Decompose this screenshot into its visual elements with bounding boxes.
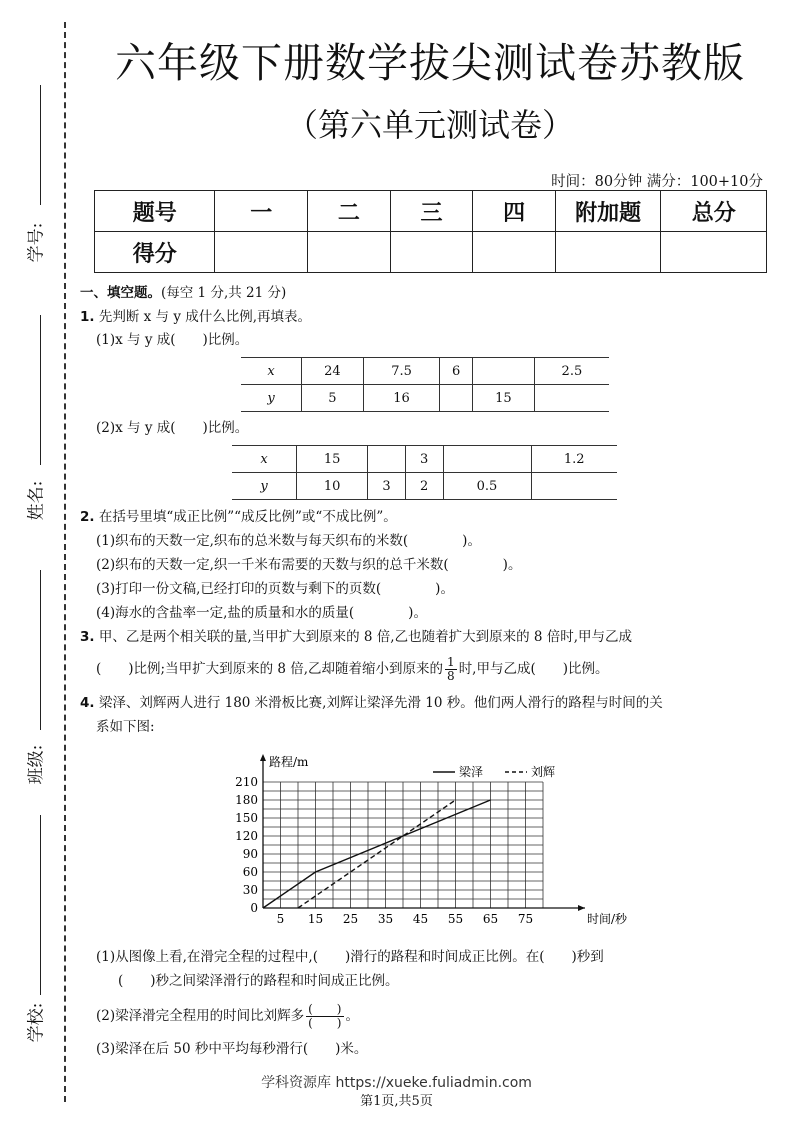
q2-item: (4)海水的含盐率一定,盐的质量和水的质量( )。 bbox=[96, 605, 427, 621]
table-cell[interactable] bbox=[534, 385, 609, 412]
student-no-label: 学号: bbox=[26, 222, 47, 263]
chart-grid bbox=[263, 782, 543, 908]
distance-time-chart bbox=[228, 748, 648, 933]
q4-sub2b: 。 bbox=[345, 1008, 359, 1025]
score-header-row bbox=[95, 191, 767, 232]
frac-den: 8 bbox=[447, 669, 455, 684]
q4-sub2 bbox=[96, 1003, 359, 1030]
q2-num: 2. bbox=[80, 509, 95, 525]
table-cell[interactable] bbox=[531, 473, 617, 500]
frac-num: 1 bbox=[447, 655, 455, 669]
one-eighth-fraction bbox=[445, 656, 457, 683]
footer-site: 学科资源库 https://xueke.fuliadmin.com bbox=[261, 1075, 532, 1091]
y-tick-label: 90 bbox=[242, 847, 258, 861]
q3-line2 bbox=[96, 656, 609, 683]
table-cell: 2 bbox=[405, 473, 443, 500]
q2-stem: 在括号里填“成正比例”“成反比例”或“不成比例”。 bbox=[98, 509, 397, 525]
table-cell: 10 bbox=[297, 473, 368, 500]
exam-meta: 时间：80分钟 满分：100+10分 bbox=[551, 174, 763, 190]
chart-labels bbox=[235, 755, 628, 926]
q3-line1 bbox=[80, 631, 632, 645]
x-tick-label: 15 bbox=[307, 912, 324, 926]
q1-text bbox=[80, 311, 311, 325]
score-cell[interactable] bbox=[555, 232, 661, 273]
x-tick-label: 55 bbox=[447, 912, 464, 926]
legend-entry: 梁泽 bbox=[459, 765, 484, 779]
q4-sub2a: (2)梁泽滑完全程用的时间比刘辉多 bbox=[96, 1008, 305, 1025]
score-header-cell: 三 bbox=[390, 191, 473, 232]
table-cell: 6 bbox=[440, 358, 473, 385]
y-tick-label: 150 bbox=[235, 811, 258, 825]
table-row bbox=[232, 446, 617, 473]
y-tick-label: 180 bbox=[235, 793, 258, 807]
table-cell: 1.2 bbox=[531, 446, 617, 473]
table-cell: y bbox=[232, 473, 297, 500]
answer-fraction[interactable] bbox=[306, 1003, 343, 1030]
q2-item: (1)织布的天数一定,织布的总米数与每天织布的米数( )。 bbox=[96, 533, 481, 549]
q1-num: 1. bbox=[80, 309, 95, 325]
y-tick-label: 210 bbox=[235, 775, 258, 789]
y-axis-arrow bbox=[260, 754, 266, 761]
q3-line2a: ( )比例;当甲扩大到原来的 8 倍,乙却随着缩小到原来的 bbox=[96, 661, 444, 678]
x-tick-label: 25 bbox=[342, 912, 359, 926]
q2-item: (3)打印一份文稿,已经打印的页数与剩下的页数( )。 bbox=[96, 581, 454, 597]
section-heading bbox=[80, 287, 286, 301]
table-cell: 2.5 bbox=[534, 358, 609, 385]
q1-stem: 先判断 x 与 y 成什么比例,再填表。 bbox=[98, 309, 312, 325]
y-tick-label: 0 bbox=[250, 901, 258, 915]
score-header-cell: 二 bbox=[308, 191, 391, 232]
class-rule bbox=[40, 570, 41, 730]
table-cell: y bbox=[241, 385, 302, 412]
score-header-cell: 题号 bbox=[95, 191, 215, 232]
table-cell: 15 bbox=[472, 385, 534, 412]
table-cell: 3 bbox=[405, 446, 443, 473]
table-cell: 24 bbox=[302, 358, 364, 385]
q4-line1 bbox=[80, 697, 663, 711]
name-label: 姓名: bbox=[26, 480, 47, 521]
q3-line2b: 时,甲与乙成( )比例。 bbox=[458, 661, 609, 678]
table-cell: 5 bbox=[302, 385, 364, 412]
student-no-rule bbox=[40, 85, 41, 205]
q4-sub3: (3)梁泽在后 50 秒中平均每秒滑行( )米。 bbox=[96, 1041, 368, 1057]
x-tick-label: 75 bbox=[517, 912, 534, 926]
q4-line1-text: 梁泽、刘辉两人进行 180 米滑板比赛,刘辉让梁泽先滑 10 秒。他们两人滑行的路程与时间的关 bbox=[98, 695, 663, 711]
score-cell[interactable] bbox=[473, 232, 556, 273]
x-tick-label: 35 bbox=[377, 912, 394, 926]
section-note: (每空 1 分,共 21 分) bbox=[161, 285, 287, 301]
y-tick-label: 120 bbox=[235, 829, 258, 843]
score-header-cell: 总分 bbox=[661, 191, 767, 232]
page-subtitle: （第六单元测试卷） bbox=[285, 106, 574, 144]
score-row-label: 得分 bbox=[95, 232, 215, 273]
q4-sub1b: ( )秒之间梁泽滑行的路程和时间成正比例。 bbox=[118, 973, 399, 989]
legend-entry: 刘辉 bbox=[531, 765, 556, 779]
table-cell[interactable] bbox=[443, 446, 531, 473]
score-table bbox=[94, 190, 767, 273]
score-cell[interactable] bbox=[661, 232, 767, 273]
table-cell[interactable] bbox=[472, 358, 534, 385]
x-axis-arrow bbox=[578, 905, 585, 911]
table-cell: x bbox=[241, 358, 302, 385]
q4-line2: 系如下图: bbox=[96, 719, 155, 735]
class-label: 班级: bbox=[26, 744, 47, 785]
table-cell: 16 bbox=[363, 385, 439, 412]
page-title: 六年级下册数学拔尖测试卷苏教版 bbox=[115, 39, 745, 87]
score-header-cell: 一 bbox=[215, 191, 308, 232]
table-row bbox=[232, 473, 617, 500]
school-label: 学校: bbox=[26, 1002, 47, 1043]
q2-text bbox=[80, 511, 397, 525]
score-header-cell: 四 bbox=[473, 191, 556, 232]
footer-page: 第1页,共5页 bbox=[360, 1094, 433, 1109]
q2-item: (2)织布的天数一定,织一千米布需要的天数与织的总千米数( )。 bbox=[96, 557, 522, 573]
score-header-cell: 附加题 bbox=[555, 191, 661, 232]
y-tick-label: 60 bbox=[242, 865, 258, 879]
q1-table2 bbox=[232, 445, 617, 500]
x-tick-label: 5 bbox=[276, 912, 285, 926]
table-cell[interactable] bbox=[440, 385, 473, 412]
binding-dashed-line bbox=[64, 22, 66, 1102]
section-heading-text: 一、填空题。 bbox=[80, 285, 161, 301]
q3-num: 3. bbox=[80, 629, 95, 645]
q1-sub1: (1)x 与 y 成( )比例。 bbox=[96, 332, 249, 348]
score-cell[interactable] bbox=[308, 232, 391, 273]
table-row bbox=[241, 358, 609, 385]
y-tick-label: 30 bbox=[242, 883, 258, 897]
table-cell: 0.5 bbox=[443, 473, 531, 500]
table-cell: 15 bbox=[297, 446, 368, 473]
frac-num: ( ) bbox=[308, 1002, 342, 1016]
score-cell[interactable] bbox=[215, 232, 308, 273]
table-cell: 7.5 bbox=[363, 358, 439, 385]
x-axis-label: 时间/秒 bbox=[587, 912, 628, 926]
x-tick-label: 65 bbox=[482, 912, 499, 926]
table-cell: x bbox=[232, 446, 297, 473]
score-row bbox=[95, 232, 767, 273]
q1-table1 bbox=[241, 357, 609, 412]
x-tick-label: 45 bbox=[412, 912, 429, 926]
q4-num: 4. bbox=[80, 695, 95, 711]
q4-sub1a: (1)从图像上看,在滑完全程的过程中,( )滑行的路程和时间成正比例。在( )秒到 bbox=[96, 949, 604, 965]
school-rule bbox=[40, 815, 41, 995]
name-rule bbox=[40, 315, 41, 465]
frac-den: ( ) bbox=[308, 1016, 342, 1031]
q1-sub2: (2)x 与 y 成( )比例。 bbox=[96, 420, 249, 436]
score-cell[interactable] bbox=[390, 232, 473, 273]
y-axis-label: 路程/m bbox=[269, 755, 309, 769]
table-cell[interactable] bbox=[368, 446, 406, 473]
table-row bbox=[241, 385, 609, 412]
table-cell: 3 bbox=[368, 473, 406, 500]
q3-line1-text: 甲、乙是两个相关联的量,当甲扩大到原来的 8 倍,乙也随着扩大到原来的 8 倍时,甲与乙成 bbox=[98, 629, 633, 645]
